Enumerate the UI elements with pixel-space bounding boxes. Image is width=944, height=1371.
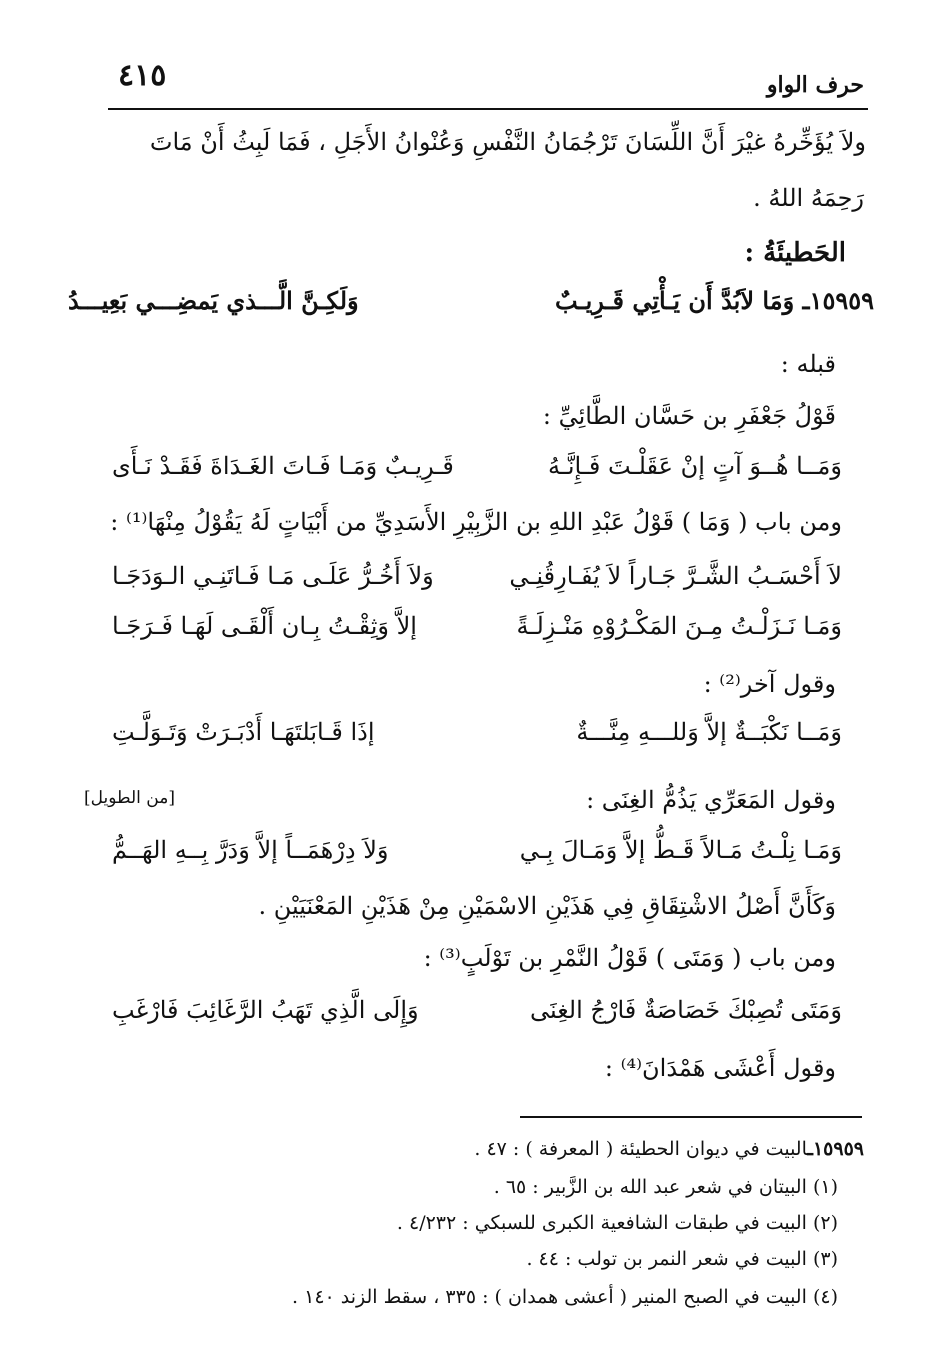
verse-hemistich-first: وَمَا لاَبُدَّ أَن يَـأْتِي قَـرِيـبٌ	[554, 286, 795, 315]
poet-heading: الحَطيئَةُ :	[744, 238, 846, 268]
footnote-number: (١)	[812, 1176, 838, 1198]
footnote	[397, 1212, 838, 1234]
footnote-text: البيت في طبقات الشافعية الكبرى للسبكي : ٤/٢٣٢ .	[396, 1212, 807, 1234]
footnote-number: (٤)	[812, 1286, 838, 1308]
footnote-text: البيت في شعر النمر بن تولب : ٤٤ .	[526, 1248, 807, 1270]
meter-label: [من الطويل]	[84, 788, 175, 808]
prose-line: ومن باب ( وَمَتَى ) قَوْلُ النَّمْرِ بن تَوْلَبٍ⁽³⁾ :	[423, 944, 836, 972]
verse-line	[112, 452, 842, 502]
footnote-text: البيتان في شعر عبد الله بن الزَّبير : ٦٥ .	[493, 1176, 807, 1198]
verse-line	[112, 718, 842, 768]
verse-line	[112, 562, 842, 612]
prose-line: وَكَأَنَّ أَصْلُ الاشْتِقَاقِ فِي هَذَيْنِ الاسْمَيْنِ مِنْ هَذَيْنِ المَعْنَيَيْنِ .	[258, 892, 836, 920]
footnote-text: البيت في الصبح المنير ( أعشى همدان ) : ٣٣٥ ، سقط الزند ١٤٠ .	[292, 1286, 807, 1308]
footnote-number: ١٥٩٥٩ـ	[807, 1138, 864, 1160]
verse-line	[112, 996, 842, 1046]
verse-line	[112, 836, 842, 886]
prose-line: ومن باب ( وَمَا ) قَوْلُ عَبْدِ اللهِ بن الزَّبِيْرِ الأَسَدِيِّ من أَبْيَاتٍ لَهُ يَقُوْلُ مِنْهَا⁽¹⁾ :	[110, 508, 842, 536]
footnote	[494, 1176, 838, 1198]
entry-number: ١٥٩٥٩ـ	[802, 286, 874, 315]
prose-line: وقول المَعَرِّي يَذُمُّ الغِنَى :	[586, 786, 836, 814]
entry-verse	[68, 286, 874, 336]
verse-hemistich-second: إذَا قَـابَلتَهَـا أَدْبَـرَتْ وَتَـوَلَّـتِ	[112, 718, 375, 746]
running-title: حرف الواو	[766, 72, 864, 98]
verse-hemistich-first: وَمَتَى تُصِبْكَ خَصَاصَةٌ فَارْجُ الغِنَى	[529, 996, 842, 1024]
verse-hemistich-first: وَمَــا هُــوَ آتٍ إنْ عَقَلْـتَ فَـإِنَّـهُ	[547, 452, 842, 480]
prose-line: رَحِمَهُ اللهُ .	[753, 184, 864, 212]
footnote-number: (٣)	[812, 1248, 838, 1270]
prose-line: وقول آخر⁽²⁾ :	[703, 670, 836, 698]
footnote-rule	[520, 1116, 862, 1118]
prose-line: قبله :	[780, 350, 836, 378]
page-number: ٤١٥	[118, 58, 167, 93]
verse-hemistich-second: وَلاَ أَخُـرُّ عَلَـى مَـا فَـاتَنِـي الـوَدَجَـا	[112, 562, 434, 590]
verse-hemistich-first: وَمَـا نِلْـتُ مَـالاً قَـطُّ إلاَّ وَمَـالَ بِـي	[519, 836, 842, 864]
verse-line	[112, 612, 842, 662]
footnote	[526, 1248, 838, 1270]
verse-hemistich-second: إلاَّ وَثِقْـتُ بِـان أَلْقَـى لَهَـا فَـرَجَـا	[112, 612, 417, 640]
verse-hemistich-second: وَلاَ دِرْهَمَــاً إلاَّ وَدَرَّ بِــهِ الهَــمُّ	[112, 836, 389, 864]
footnote-number: (٢)	[812, 1212, 838, 1234]
verse-hemistich-first: وَمَـا نَـزَلْـتُ مِـنَ المَكْـرُوْهِ مَنْـزِلَـةً	[516, 612, 842, 640]
prose-line: وقول أَعْشَى هَمْدَانَ⁽⁴⁾ :	[604, 1054, 836, 1082]
prose-line: ولاَ يُؤَخِّرهُ غيْرَ أَنَّ اللِّسَانَ تَرْجُمَانُ النَّفْسِ وَعُنْوانُ الأَجَلِ ، فَمَا لَبِثُ أَنْ مَاتَ	[149, 128, 866, 156]
verse-hemistich-second: وَإِلَى الَّذِي تَهَبُ الرَّغَائِبَ فَارْغَبِ	[112, 996, 419, 1024]
verse-hemistich-second: قَـرِيـبٌ وَمَـا فَـاتَ الغَـدَاةَ فَقَـدْ نَـأَى	[112, 452, 454, 480]
header-rule	[108, 108, 868, 110]
verse-hemistich-first: لاَ أَحْسَـبُ الشَّـرَّ جَـاراً لاَ يُفَـارِقُنِـي	[509, 562, 842, 590]
footnote	[474, 1138, 864, 1160]
prose-line: قَوْلُ جَعْفَرِ بن حَسَّان الطَّائِيِّ :	[542, 402, 836, 430]
footnote	[292, 1286, 838, 1308]
footnote-text: البيت في ديوان الحطيئة ( المعرفة ) : ٤٧ .	[474, 1138, 808, 1160]
verse-hemistich-first: وَمَــا نَكْبَــةٌ إلاَّ وَللـــهِ مِنَّـــةٌ	[576, 718, 842, 746]
verse-hemistich-second: وَلَكِـنَّ الَّـــذي يَمضِـــي بَعِيـــدُ	[68, 286, 359, 315]
